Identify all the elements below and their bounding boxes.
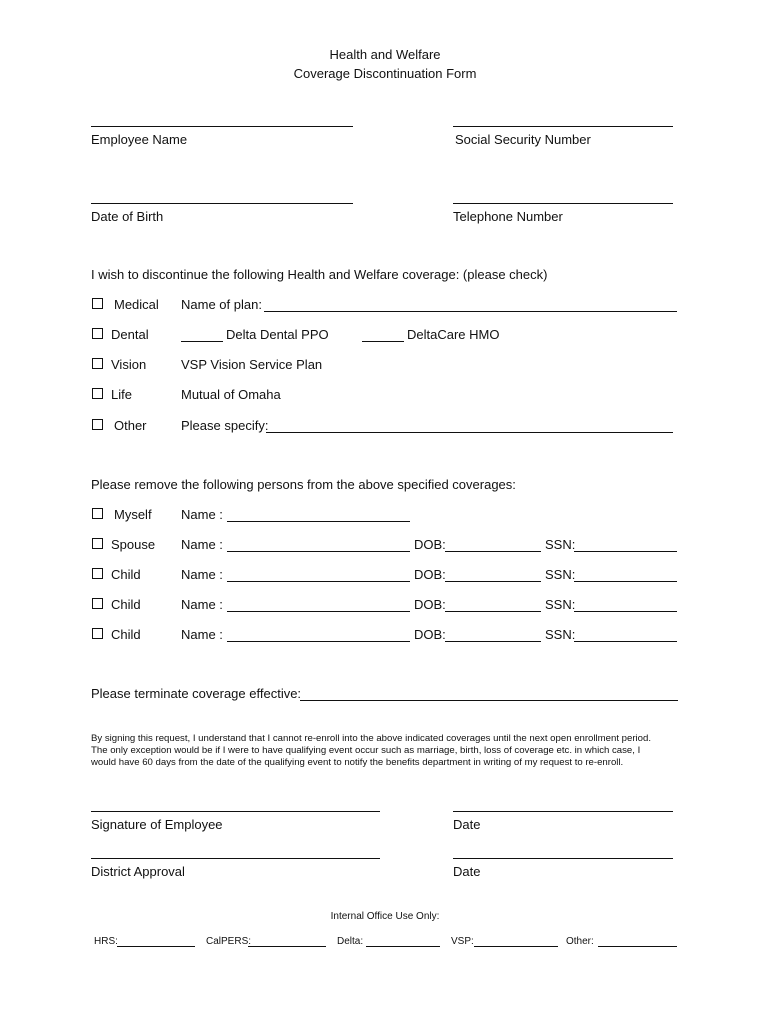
office-calpers-label: CalPERS: [206, 936, 252, 947]
disclaimer-line-3: would have 60 days from the date of the qualifying event to notify the benefits department in writing of my request to re-enroll. [91, 757, 624, 768]
person-dob-label: DOB: [414, 537, 446, 552]
employee-date-field[interactable] [453, 811, 673, 812]
person-checkbox[interactable] [92, 568, 103, 579]
person-ssn-label: SSN: [545, 567, 576, 582]
person-label: Child [111, 627, 141, 642]
employee-date-label: Date [453, 817, 481, 832]
office-other-label: Other: [566, 936, 594, 947]
person-ssn-field[interactable] [574, 551, 677, 552]
terminate-label: Please terminate coverage effective: [91, 686, 302, 701]
office-hrs-field[interactable] [117, 946, 195, 947]
district-date-field[interactable] [453, 858, 673, 859]
office-delta-field[interactable] [366, 946, 440, 947]
coverage-intro: I wish to discontinue the following Health and Welfare coverage: (please check) [91, 267, 548, 282]
person-ssn-field[interactable] [574, 581, 677, 582]
employee-name-field[interactable] [91, 126, 353, 127]
other-specify-field[interactable] [266, 432, 673, 433]
person-dob-field[interactable] [445, 611, 541, 612]
form-title-line-1: Health and Welfare [329, 47, 441, 62]
office-calpers-field[interactable] [248, 946, 326, 947]
person-label: Spouse [111, 537, 156, 552]
delta-dental-ppo-field[interactable] [181, 341, 223, 342]
person-name-field[interactable] [227, 641, 410, 642]
ssn-field[interactable] [453, 126, 673, 127]
person-checkbox[interactable] [92, 598, 103, 609]
telephone-label: Telephone Number [453, 209, 563, 224]
dental-label: Dental [111, 327, 149, 342]
person-name-field[interactable] [227, 551, 410, 552]
medical-plan-field[interactable] [264, 311, 677, 312]
persons-intro: Please remove the following persons from the above specified coverages: [91, 477, 516, 492]
medical-label: Medical [114, 297, 159, 312]
form-title-line-2: Coverage Discontinuation Form [293, 66, 477, 81]
dental-checkbox[interactable] [92, 328, 103, 339]
person-ssn-field[interactable] [574, 611, 677, 612]
person-ssn-label: SSN: [545, 597, 576, 612]
person-ssn-field[interactable] [574, 641, 677, 642]
employee-signature-field[interactable] [91, 811, 380, 812]
person-name-field[interactable] [227, 581, 410, 582]
person-name-label: Name : [181, 537, 223, 552]
disclaimer-line-1: By signing this request, I understand that I cannot re-enroll into the above indicated coverages until the next open enrollment period. [91, 733, 651, 744]
medical-checkbox[interactable] [92, 298, 103, 309]
person-label: Child [111, 567, 141, 582]
vision-checkbox[interactable] [92, 358, 103, 369]
office-delta-label: Delta: [337, 936, 364, 947]
deltacare-hmo-field[interactable] [362, 341, 404, 342]
employee-signature-label: Signature of Employee [91, 817, 223, 832]
person-label: Child [111, 597, 141, 612]
person-name-field[interactable] [227, 611, 410, 612]
delta-dental-ppo-label: Delta Dental PPO [226, 327, 329, 342]
person-checkbox[interactable] [92, 628, 103, 639]
ssn-label: Social Security Number [455, 132, 591, 147]
office-other-field[interactable] [598, 946, 677, 947]
dob-field[interactable] [91, 203, 353, 204]
person-dob-field[interactable] [445, 641, 541, 642]
office-vsp-label: VSP: [451, 936, 474, 947]
dob-label: Date of Birth [91, 209, 164, 224]
medical-plan-label: Name of plan: [181, 297, 262, 312]
life-plan-name: Mutual of Omaha [181, 387, 281, 402]
person-ssn-label: SSN: [545, 537, 576, 552]
person-dob-label: DOB: [414, 567, 446, 582]
person-name-label: Name : [181, 507, 223, 522]
employee-name-label: Employee Name [91, 132, 188, 147]
person-dob-label: DOB: [414, 627, 446, 642]
person-checkbox[interactable] [92, 508, 103, 519]
person-name-field[interactable] [227, 521, 410, 522]
other-label: Other [114, 418, 147, 433]
person-name-label: Name : [181, 597, 223, 612]
office-hrs-label: HRS: [94, 936, 118, 947]
district-approval-label: District Approval [91, 864, 185, 879]
district-approval-field[interactable] [91, 858, 380, 859]
office-vsp-field[interactable] [474, 946, 558, 947]
deltacare-hmo-label: DeltaCare HMO [407, 327, 500, 342]
disclaimer-line-2: The only exception would be if I were to have qualifying event occur such as marriage, birth, loss of coverage etc. in which case, I [91, 745, 641, 756]
life-checkbox[interactable] [92, 388, 103, 399]
person-label: Myself [114, 507, 152, 522]
office-use-title: Internal Office Use Only: [330, 911, 440, 922]
person-dob-field[interactable] [445, 551, 541, 552]
person-name-label: Name : [181, 567, 223, 582]
person-dob-label: DOB: [414, 597, 446, 612]
district-date-label: Date [453, 864, 481, 879]
person-dob-field[interactable] [445, 581, 541, 582]
person-checkbox[interactable] [92, 538, 103, 549]
life-label: Life [111, 387, 132, 402]
other-checkbox[interactable] [92, 419, 103, 430]
person-name-label: Name : [181, 627, 223, 642]
other-specify-label: Please specify: [181, 418, 269, 433]
vision-plan-name: VSP Vision Service Plan [181, 357, 323, 372]
person-ssn-label: SSN: [545, 627, 576, 642]
terminate-date-field[interactable] [300, 700, 678, 701]
telephone-field[interactable] [453, 203, 673, 204]
vision-label: Vision [111, 357, 147, 372]
